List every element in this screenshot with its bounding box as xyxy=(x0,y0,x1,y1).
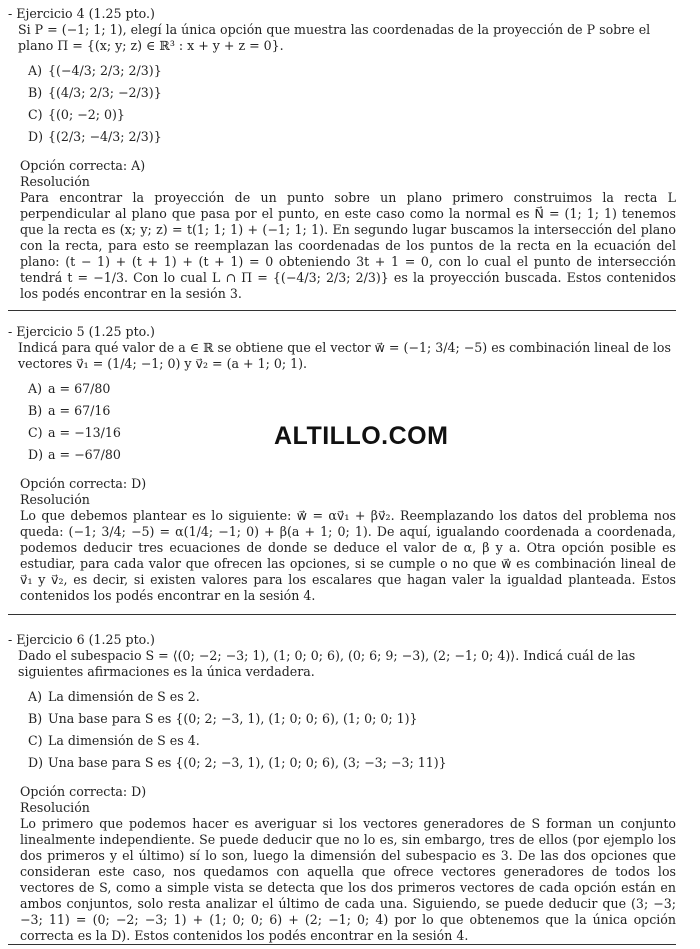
exercise-statement: Dado el subespacio S = ⟨(0; −2; −3; 1), (1; 0; 0; 6), (0; 6; 9; −3), (2; −1; 0; 4)⟩. Indicá cuál de las siguientes afirmaciones es la única verdadera. xyxy=(18,648,636,679)
option-text: Una base para S es {(0; 2; −3, 1), (1; 0; 0; 6), (1; 0; 0; 1)} xyxy=(48,711,418,726)
resolution-text: Lo que debemos plantear es lo siguiente: w⃗ = αv⃗₁ + βv⃗₂. Reemplazando los datos del problema nos queda: (−1; 3/4; −5) = α(1/4; −1; 0) + β(a + 1; 0; 1). De aquí, igualando coordenada a coordenada, podemos deducir tres ecuaciones de donde se deduce el valor de α, β y a. Otra opción posible es estudiar, para cada valor que ofrecen las opciones, si se cumple o no que w⃗ es combinación lineal de v⃗₁ y v⃗₂, es decir, si existen valores para los escalares que hagan valer la igualdad planteada. Estos contenidos los podés encontrar en la sesión 4. xyxy=(20,508,676,603)
option-text: La dimensión de S es 2. xyxy=(48,689,200,704)
option-c xyxy=(28,104,700,126)
option-text: a = 67/80 xyxy=(48,381,111,396)
exercise-6 xyxy=(0,632,700,944)
divider xyxy=(8,310,676,311)
option-a xyxy=(28,686,700,708)
option-a xyxy=(28,60,700,82)
option-label: A) xyxy=(28,689,43,704)
exercise-4 xyxy=(0,6,700,302)
watermark-logo: ALTILLO.COM xyxy=(274,422,449,450)
option-b xyxy=(28,400,700,422)
correct-answer: Opción correcta: D) xyxy=(20,476,147,491)
option-text: a = 67/16 xyxy=(48,403,111,418)
option-label: A) xyxy=(28,63,43,78)
option-text: a = −13/16 xyxy=(48,425,121,440)
option-label: C) xyxy=(28,425,43,440)
option-label: D) xyxy=(28,129,44,144)
option-label: A) xyxy=(28,381,43,396)
exercise-5 xyxy=(0,324,700,604)
option-text: {(2/3; −4/3; 2/3)} xyxy=(48,129,162,144)
exercise-title: - Ejercicio 5 (1.25 pto.) xyxy=(8,324,155,339)
option-text: {(4/3; 2/3; −2/3)} xyxy=(48,85,162,100)
option-text: Una base para S es {(0; 2; −3, 1), (1; 0; 0; 6), (3; −3; −3; 11)} xyxy=(48,755,447,770)
option-b xyxy=(28,82,700,104)
option-text: {(0; −2; 0)} xyxy=(48,107,125,122)
exercise-title: - Ejercicio 4 (1.25 pto.) xyxy=(8,6,155,21)
resolution-title: Resolución xyxy=(20,800,90,815)
option-label: C) xyxy=(28,107,43,122)
option-label: B) xyxy=(28,85,43,100)
resolution-title: Resolución xyxy=(20,174,90,189)
resolution-title: Resolución xyxy=(20,492,90,507)
option-label: C) xyxy=(28,733,43,748)
options-list xyxy=(0,686,700,774)
option-text: a = −67/80 xyxy=(48,447,121,462)
option-a xyxy=(28,378,700,400)
option-text: La dimensión de S es 4. xyxy=(48,733,200,748)
option-c xyxy=(28,730,700,752)
exercise-statement: Indicá para qué valor de a ∈ ℝ se obtiene que el vector w⃗ = (−1; 3/4; −5) es combinación lineal de los vectores v⃗₁ = (1/4; −1; 0) y v⃗₂ = (a + 1; 0; 1). xyxy=(18,340,671,371)
option-label: D) xyxy=(28,755,44,770)
option-text: {(−4/3; 2/3; 2/3)} xyxy=(48,63,162,78)
option-label: D) xyxy=(28,447,44,462)
option-d xyxy=(28,126,700,148)
options-list xyxy=(0,60,700,148)
option-b xyxy=(28,708,700,730)
exercise-title: - Ejercicio 6 (1.25 pto.) xyxy=(8,632,155,647)
correct-answer: Opción correcta: D) xyxy=(20,784,147,799)
option-label: B) xyxy=(28,403,43,418)
correct-answer: Opción correcta: A) xyxy=(20,158,146,173)
resolution-text: Para encontrar la proyección de un punto sobre un plano primero construimos la recta L perpendicular al plano que pasa por el punto, en este caso como la normal es N⃗ = (1; 1; 1) tenemos que la recta es (x; y; z) = t(1; 1; 1) + (−1; 1; 1). En segundo lugar buscamos la intersección del plano con la recta, para esto se reemplazan las coordenadas de los puntos de la recta en la ecuación del plano: (t − 1) + (t + 1) + (t + 1) = 0 obteniendo 3t + 1 = 0, con lo cual el punto de intersección tendrá t = −1/3. Con lo cual L ∩ Π = {(−4/3; 2/3; 2/3)} es la proyección buscada. Estos contenidos los podés encontrar en la sesión 3. xyxy=(20,190,676,301)
exercise-statement: Si P = (−1; 1; 1), elegí la única opción que muestra las coordenadas de la proyección de P sobre el plano Π = {(x; y; z) ∈ ℝ³ : x + y + z = 0}. xyxy=(18,22,651,53)
divider xyxy=(8,614,676,615)
option-d xyxy=(28,752,700,774)
option-label: B) xyxy=(28,711,43,726)
divider xyxy=(8,944,676,945)
resolution-text: Lo primero que podemos hacer es averiguar si los vectores generadores de S forman un conjunto linealmente independiente. Se puede deducir que no lo es, sin embargo, tres de ellos (por ejemplo los dos primeros y el último) sí lo son, luego la dimensión del subespacio es 3. De las dos opciones que consideran este caso, nos quedamos con aquella que ofrece vectores generadores de todos los vectores de S, como a simple vista se detecta que los dos primeros vectores de cada opción están en ambos conjuntos, solo resta analizar el último de cada una. Siguiendo, se puede deducir que (3; −3; −3; 11) = (0; −2; −3; 1) + (1; 0; 0; 6) + (2; −1; 0; 4) por lo que obtenemos que la única opción correcta es la D). Estos contenidos los podés encontrar en la sesión 4. xyxy=(20,816,676,943)
